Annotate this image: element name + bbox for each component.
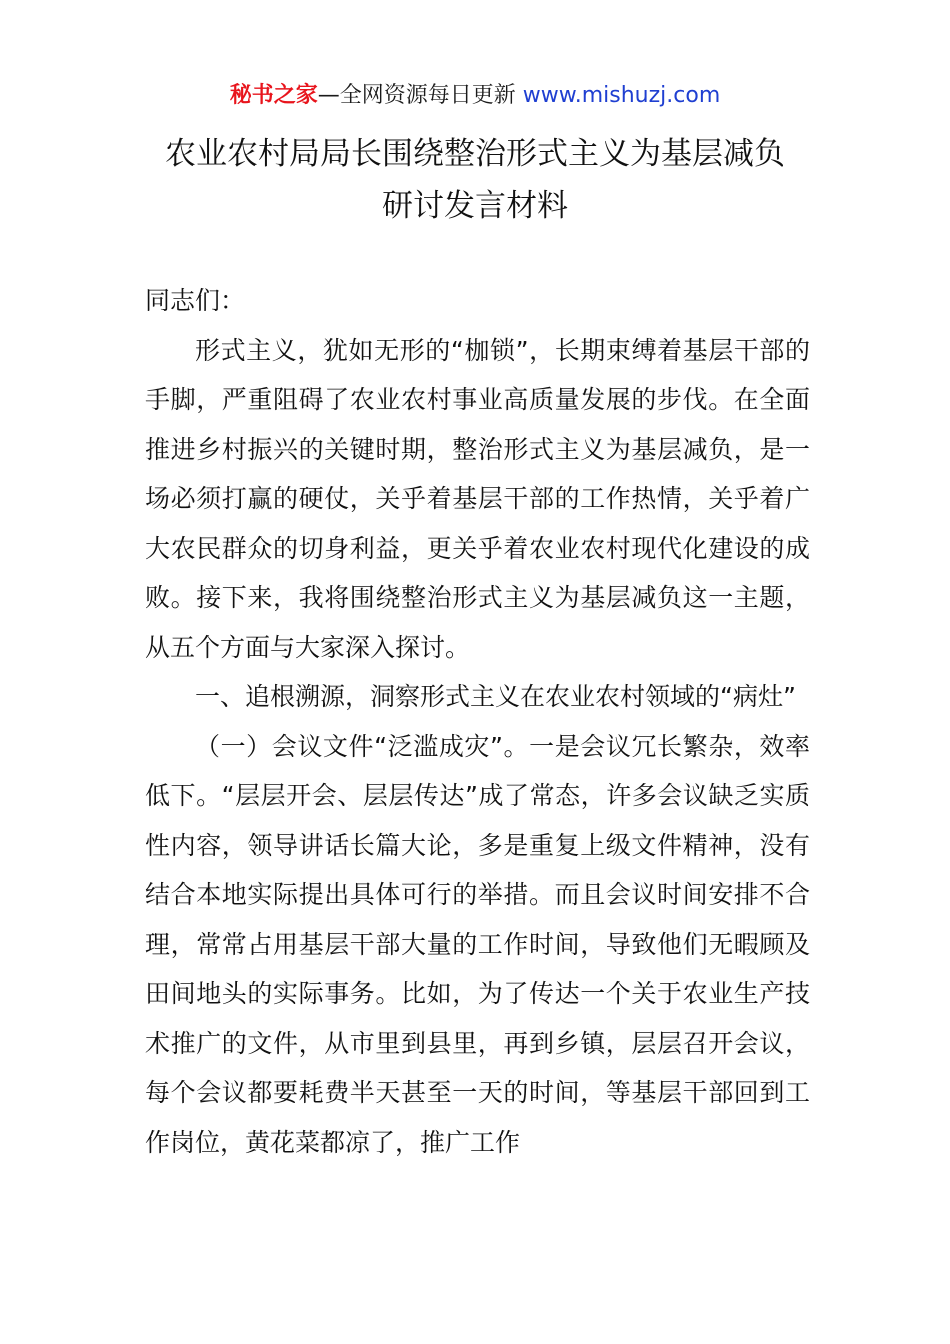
greeting: 同志们： bbox=[145, 286, 246, 315]
title-line-1: 农业农村局局长围绕整治形式主义为基层减负 bbox=[165, 136, 785, 172]
document-title bbox=[120, 128, 830, 232]
site-header bbox=[0, 80, 950, 112]
paragraph-section-1-1: （一）会议文件“泛滥成灾”。一是会议冗长繁杂，效率低下。“层层开会、层层传达”成了常态，许多会议缺乏实质性内容，领导讲话长篇大论，多是重复上级文件精神，没有结合本地实际提出具体可行的举措。而且会议时间安排不合理，常常占用基层干部大量的工作时间，导致他们无暇顾及田间地头的实际事务。比如，为了传达一个关于农业生产技术推广的文件，从市里到县里，再到乡镇，层层召开会议，每个会议都要耗费半天甚至一天的时间，等基层干部回到工作岗位，黄花菜都凉了，推广工作 bbox=[145, 731, 810, 1157]
section-heading-1: 一、追根溯源，洞察形式主义在农业农村领域的“病灶” bbox=[195, 682, 796, 711]
paragraph-intro: 形式主义，犹如无形的“枷锁”，长期束缚着基层干部的手脚，严重阻碍了农业农村事业高质量发展的步伐。在全面推进乡村振兴的关键时期，整治形式主义为基层减负，是一场必须打赢的硬仗，关乎着基层干部的工作热情，关乎着广大农民群众的切身利益，更关乎着农业农村现代化建设的成败。接下来，我将围绕整治形式主义为基层减负这一主题，从五个方面与大家深入探讨。 bbox=[145, 335, 810, 662]
brand-name: 秘书之家 bbox=[229, 83, 318, 108]
title-line-2: 研讨发言材料 bbox=[382, 188, 568, 224]
site-url-link[interactable]: www.mishuzj.com bbox=[522, 83, 721, 108]
header-dash: — bbox=[317, 83, 340, 108]
header-tagline: 全网资源每日更新 bbox=[339, 83, 516, 108]
document-body bbox=[145, 276, 810, 1167]
